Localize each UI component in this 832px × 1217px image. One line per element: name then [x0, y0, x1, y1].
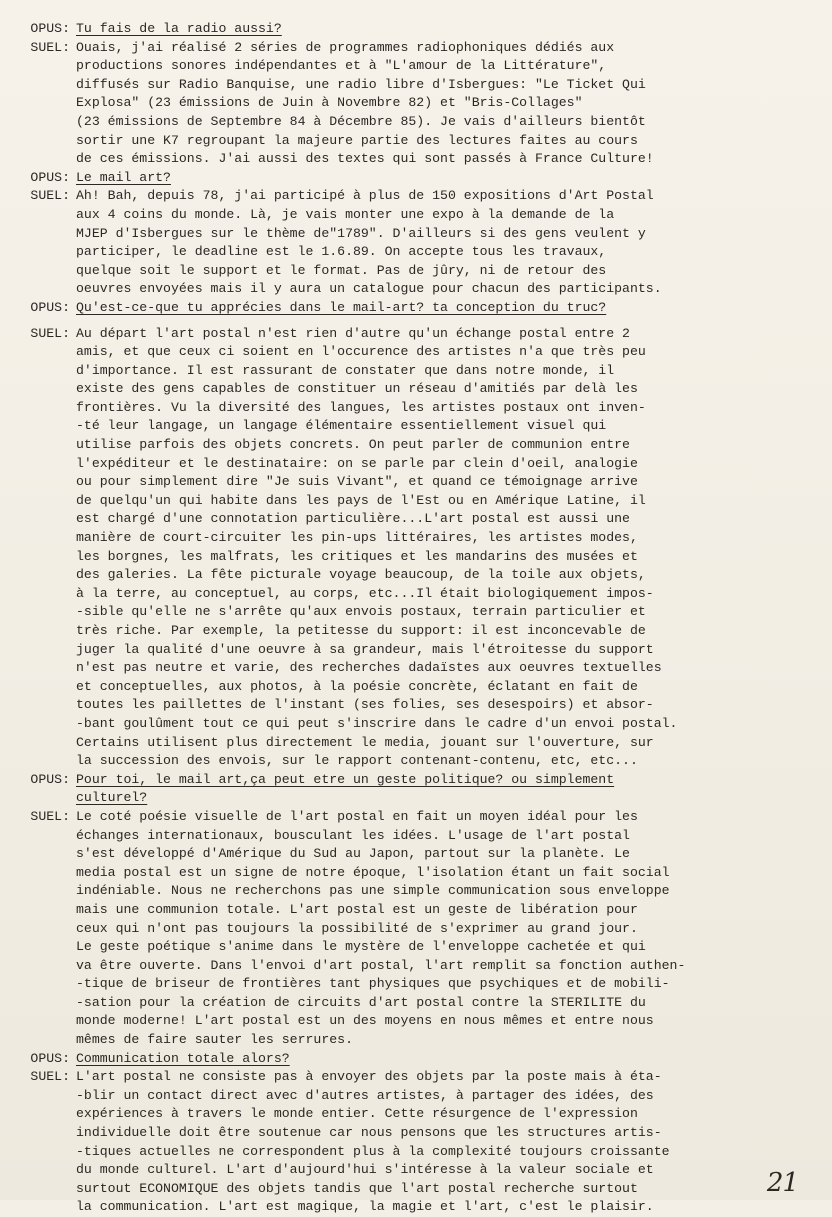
- text-line: monde moderne! L'art postal est un des moyens en nous mêmes et entre nous: [76, 1013, 654, 1029]
- text-line: mais une communion totale. L'art postal est un geste de libération pour: [76, 901, 638, 917]
- interviewee-answer: [10, 1068, 822, 1217]
- speaker-label: OPUS:: [30, 21, 70, 36]
- text-line: amis, et que ceux ci soient en l'occurence des artistes n'a que très peu: [76, 344, 646, 360]
- interviewer-question: [10, 1050, 822, 1069]
- text-line: indéniable. Nous ne recherchons pas une simple communication sous enveloppe: [76, 883, 670, 899]
- text-line: toutes les paillettes de l'instant (ses folies, ses desespoirs) et absor-: [76, 697, 654, 713]
- answer-text: [76, 39, 822, 169]
- interviewee-answer: [10, 808, 822, 1050]
- question-text: [76, 20, 822, 39]
- text-line: -té leur langage, un langage élémentaire essentiellement visuel qui: [76, 418, 607, 434]
- speaker-label: OPUS:: [30, 1050, 70, 1066]
- text-line: très riche. Par exemple, la petitesse du support: il est inconcevable de: [76, 623, 646, 638]
- text-line: productions sonores indépendantes et à "L'amour de la Littérature",: [76, 58, 607, 74]
- text-line: -sation pour la création de circuits d'art postal contre la STERILITE du: [76, 994, 646, 1010]
- interviewer-question: [10, 299, 822, 318]
- text-line: -sible qu'elle ne s'arrête qu'aux envois postaux, terrain particulier et: [76, 604, 646, 620]
- text-line: oeuvres envoyées mais il y aura un catalogue pour chacun des participants.: [76, 281, 662, 297]
- text-line: à la terre, au conceptuel, au corps, etc...Il était biologiquement impos-: [76, 585, 654, 601]
- text-line: est chargé d'une connotation particulière...L'art postal est aussi une: [76, 511, 630, 527]
- speaker-label: OPUS:: [30, 771, 70, 787]
- speaker-label: OPUS:: [30, 299, 70, 315]
- answer-text: [76, 808, 822, 1050]
- interviewer-question: [10, 771, 822, 808]
- interviewee-answer: [10, 39, 822, 169]
- text-line: mêmes de faire sauter les serrures.: [76, 1032, 353, 1048]
- text-line: Le geste poétique s'anime dans le mystère de l'enveloppe cachetée et qui: [76, 939, 646, 955]
- text-line: surtout ECONOMIQUE des objets tandis que l'art postal recherche surtout: [76, 1180, 638, 1196]
- answer-text: [76, 325, 822, 771]
- text-line: les borgnes, les malfrats, les critiques et les mandarins des musées et: [76, 548, 638, 564]
- text-line: ou pour simplement dire "Je suis Vivant", et quand ce témoignage arrive: [76, 474, 638, 490]
- interviewer-question: [10, 169, 822, 188]
- text-line: Communication totale alors?: [76, 1050, 290, 1066]
- text-line: diffusés sur Radio Banquise, une radio libre d'Isbergues: "Le Ticket Qui: [76, 76, 646, 92]
- text-line: l'expéditeur et le destinataire: on se parle par clein d'oeil, analogie: [76, 455, 638, 471]
- text-line: individuelle doit être soutenue car nous pensons que les structures artis-: [76, 1125, 662, 1141]
- speaker-label: SUEL:: [30, 1069, 70, 1085]
- text-line: participer, le deadline est le 1.6.89. On accepte tous les travaux,: [76, 244, 607, 260]
- text-line: (23 émissions de Septembre 84 à Décembre 85). Je vais d'ailleurs bientôt: [76, 113, 646, 129]
- text-line: quelque soit le support et le format. Pas de jûry, ni de retour des: [76, 262, 607, 278]
- text-line: du monde culturel. L'art d'aujourd'hui s'intéresse à la valeur sociale et: [76, 1162, 654, 1178]
- interviewer-question: [10, 20, 822, 39]
- text-line: la succession des envois, sur le rapport contenant-contenu, etc, etc...: [76, 753, 638, 769]
- text-line: Qu'est-ce-que tu apprécies dans le mail-art? ta conception du truc?: [76, 299, 607, 315]
- text-line: MJEP d'Isbergues sur le thème de"1789". D'ailleurs si des gens veulent y: [76, 225, 646, 241]
- speaker-label: OPUS:: [30, 169, 70, 185]
- text-line: ceux qui n'ont pas toujours la possibilité de s'exprimer au grand jour.: [76, 920, 638, 936]
- answer-text: [76, 187, 822, 299]
- text-line: culturel?: [76, 790, 148, 806]
- interviewee-answer: [10, 325, 822, 771]
- question-text: [76, 1050, 822, 1069]
- text-line: s'est développé d'Amérique du Sud au Japon, partout sur la planète. Le: [76, 846, 630, 862]
- text-line: -tiques actuelles ne correspondent plus à la complexité toujours croissante: [76, 1143, 670, 1159]
- question-text: [76, 169, 822, 188]
- text-line: Pour toi, le mail art,ça peut etre un geste politique? ou simplement: [76, 771, 615, 787]
- text-line: L'art postal ne consiste pas à envoyer des objets par la poste mais à éta-: [76, 1069, 662, 1085]
- text-line: Explosa" (23 émissions de Juin à Novembre 82) et "Bris-Collages": [76, 95, 583, 111]
- text-line: Tu fais de la radio aussi?: [76, 21, 282, 36]
- question-text: [76, 299, 822, 318]
- text-line: Au départ l'art postal n'est rien d'autre qu'un échange postal entre 2: [76, 325, 630, 341]
- text-line: Ouais, j'ai réalisé 2 séries de programmes radiophoniques dédiés aux: [76, 39, 615, 55]
- text-line: juger la qualité d'une oeuvre à sa grandeur, mais l'étroitesse du support: [76, 641, 654, 657]
- text-line: Le mail art?: [76, 169, 171, 185]
- question-text: [76, 771, 822, 808]
- text-line: échanges internationaux, bousculant les idées. L'usage de l'art postal: [76, 827, 630, 843]
- text-line: et conceptuelles, aux photos, à la poésie concrète, éclatant en fait de: [76, 678, 638, 694]
- speaker-label: SUEL:: [30, 808, 70, 824]
- text-line: utilise parfois des objets concrets. On peut parler de communion entre: [76, 437, 630, 453]
- text-line: -blir un contact direct avec d'autres artistes, à partager des idées, des: [76, 1087, 654, 1103]
- text-line: existe des gens capables de constituer un réseau d'amitiés par delà les: [76, 381, 638, 397]
- text-line: expériences à travers le monde entier. Cette résurgence de l'expression: [76, 1106, 638, 1122]
- text-line: de quelqu'un qui habite dans les pays de l'Est ou en Amérique Latine, il: [76, 492, 646, 508]
- text-line: de ces émissions. J'ai aussi des textes qui sont passés à France Culture!: [76, 151, 654, 167]
- speaker-label: SUEL:: [30, 188, 70, 204]
- text-line: n'est pas neutre et varie, des recherches dadaïstes aux oeuvres textuelles: [76, 660, 662, 676]
- answer-text: [76, 1068, 822, 1217]
- text-line: va être ouverte. Dans l'envoi d'art postal, l'art remplit sa fonction authen-: [76, 957, 686, 973]
- text-line: aux 4 coins du monde. Là, je vais monter une expo à la demande de la: [76, 206, 615, 222]
- text-line: la communication. L'art est magique, la magie et l'art, c'est le plaisir.: [76, 1199, 654, 1215]
- speaker-label: SUEL:: [30, 325, 70, 341]
- text-line: media postal est un signe de notre époque, l'isolation étant un fait social: [76, 864, 670, 880]
- text-line: sortir une K7 regroupant la majeure partie des lectures faites au cours: [76, 132, 638, 148]
- text-line: Certains utilisent plus directement le media, jouant sur l'ouverture, sur: [76, 734, 654, 750]
- text-line: Ah! Bah, depuis 78, j'ai participé à plus de 150 expositions d'Art Postal: [76, 188, 654, 204]
- interview-transcript: [10, 20, 822, 1217]
- text-line: -tique de briseur de frontières tant physiques que psychiques et de mobili-: [76, 976, 670, 992]
- interviewee-answer: [10, 187, 822, 299]
- text-line: manière de court-circuiter les pin-ups littéraires, les artistes modes,: [76, 530, 638, 546]
- text-line: Le coté poésie visuelle de l'art postal en fait un moyen idéal pour les: [76, 808, 638, 824]
- text-line: -bant goulûment tout ce qui peut s'inscrire dans le cadre d'un envoi postal.: [76, 715, 678, 731]
- text-line: d'importance. Il est rassurant de constater que dans notre monde, il: [76, 362, 615, 378]
- speaker-label: SUEL:: [30, 39, 70, 55]
- text-line: des galeries. La fête picturale voyage beaucoup, de la toile aux objets,: [76, 567, 646, 583]
- page-number: 21: [766, 1168, 798, 1198]
- text-line: frontières. Vu la diversité des langues, les artistes postaux ont inven-: [76, 399, 646, 415]
